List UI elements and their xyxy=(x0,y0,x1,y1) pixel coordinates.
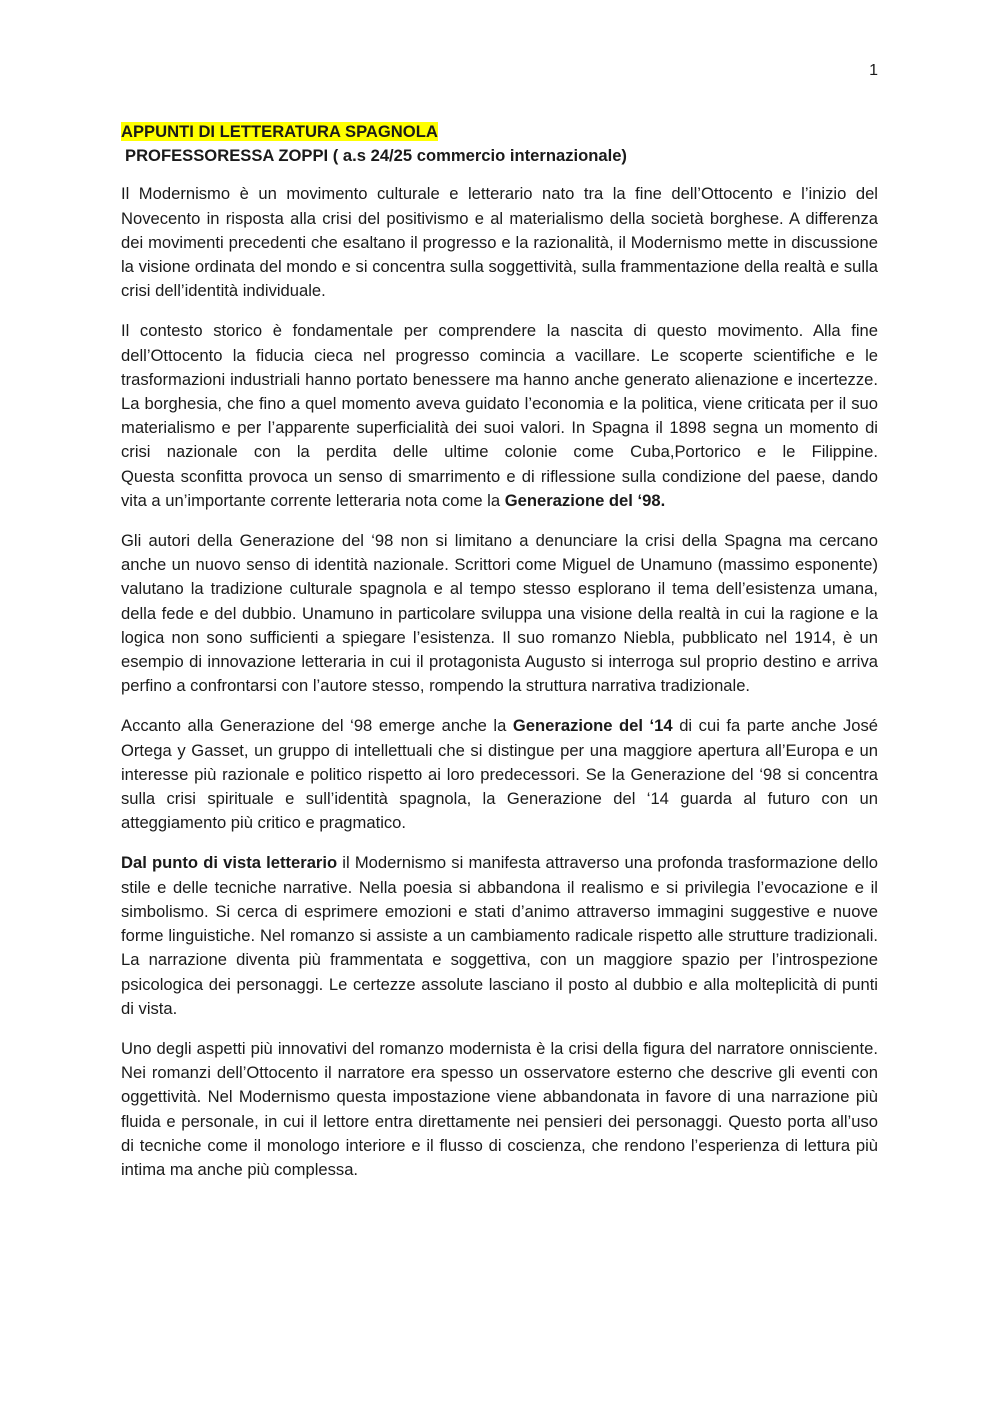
paragraph-punto-di-vista-letterario xyxy=(121,851,878,1020)
paragraph-contesto-storico-part1: Il contesto storico è fondamentale per comprendere la nascita di questo movimento. Alla fine dell’Ottocento la fiducia cieca nel progresso comincia a vacillare. Le scoperte scientifiche e le trasformazioni industriali hanno portato benessere ma hanno anche generato alienazione e incertezze. La borghesia, che fino a quel momento aveva guidato l’economia e la politica, viene criticata per il suo materialismo e per l’apparente superficialità dei suoi valori. In Spagna il 1898 segna un momento di crisi nazionale con la perdita delle ultime colonie come Cuba,Portorico e le Filippine. xyxy=(121,321,878,462)
document-title xyxy=(121,120,878,144)
paragraph-generazione-98: Gli autori della Generazione del ‘98 non si limitano a denunciare la crisi della Spagna ma cercano anche un nuovo senso di identità nazionale. Scrittori come Miguel de Unamuno (massimo esponente) valutano la tradizione culturale spagnola e al tempo stesso esplorano il tema dell’esistenza umana, della fede e del dubbio. Unamuno in particolare sviluppa una visione della realtà in cui la ragione e la logica non sono sufficienti a spiegare l’esistenza. Il suo romanzo Niebla, pubblicato nel 1914, è un esempio di innovazione letteraria in cui il protagonista Augusto si interroga sul proprio destino e arriva perfino a confrontarsi con l’autore stesso, rompendo la struttura narrativa tradizionale. xyxy=(121,531,878,696)
generazione-14-term: Generazione del ‘14 xyxy=(512,716,673,736)
document-body xyxy=(121,120,878,1182)
highlighted-title: APPUNTI DI LETTERATURA SPAGNOLA xyxy=(121,122,438,141)
document-subtitle: PROFESSORESSA ZOPPI ( a.s 24/25 commercio internazionale) xyxy=(125,146,627,166)
paragraph-generazione-14 xyxy=(121,714,878,835)
paragraph-generazione-14-body: di cui fa parte anche José Ortega y Gasset, un gruppo di intellettuali che si distingue per una maggiore apertura all’Europa e un interesse più razionale e politico rispetto ai loro predecessori. Se la Generazione del ‘98 si concentra sulla crisi spirituale e sull’identità spagnola, la Generazione del ‘14 guarda al futuro con un atteggiamento più critico e pragmatico. xyxy=(121,716,878,833)
paragraph-generazione-14-intro: Accanto alla Generazione del ‘98 emerge anche la xyxy=(121,716,507,736)
paragraph-narratore-onnisciente: Uno degli aspetti più innovativi del romanzo modernista è la crisi della figura del narratore onnisciente. Nei romanzi dell’Ottocento il narratore era spesso un osservatore esterno che descrive gli eventi con oggettività. Nel Modernismo questa impostazione viene abbandonata in favore di una narrazione più fluida e personale, in cui il lettore entra direttamente nei pensieri dei personaggi. Questo porta all’uso di tecniche come il monologo interiore e il flusso di coscienza, che rendono l’esperienza di lettura più intima ma anche più complessa. xyxy=(121,1038,878,1179)
paragraph-punto-di-vista-body: il Modernismo si manifesta attraverso una profonda trasformazione dello stile e delle tecniche narrative. Nella poesia si abbandona il realismo e si privilegia l’evocazione e il simbolismo. Si cerca di esprimere emozioni e stati d’animo attraverso immagini suggestive e nuove forme linguistiche. Nel romanzo si assiste a un cambiamento radicale rispetto alle strutture tradizionali. La narrazione diventa più frammentata e soggettiva, con un maggiore spazio per l’introspezione psicologica dei personaggi. Le certezze assolute lasciano il posto al dubbio e alla molteplicità di punti di vista. xyxy=(121,853,878,1018)
paragraph-modernismo-intro: Il Modernismo è un movimento culturale e letterario nato tra la fine dell’Ottocento e l’inizio del Novecento in risposta alla crisi del positivismo e al materialismo della società borghese. A differenza dei movimenti precedenti che esaltano il progresso e la razionalità, il Modernismo mette in discussione la visione ordinata del mondo e si concentra sulla soggettività, sulla frammentazione della realtà e sulla crisi dell’identità individuale. xyxy=(121,184,878,301)
paragraph-contesto-storico xyxy=(121,319,878,513)
page-number: 1 xyxy=(869,62,878,79)
paragraph-contesto-storico-part2: Questa sconfitta provoca un senso di smarrimento e di riflessione sulla condizione del paese, dando vita a un’importante corrente letteraria nota come la xyxy=(121,466,878,510)
punto-di-vista-term: Dal punto di vista letterario xyxy=(121,853,338,873)
generazione-98-term: Generazione del ‘98. xyxy=(504,490,666,510)
